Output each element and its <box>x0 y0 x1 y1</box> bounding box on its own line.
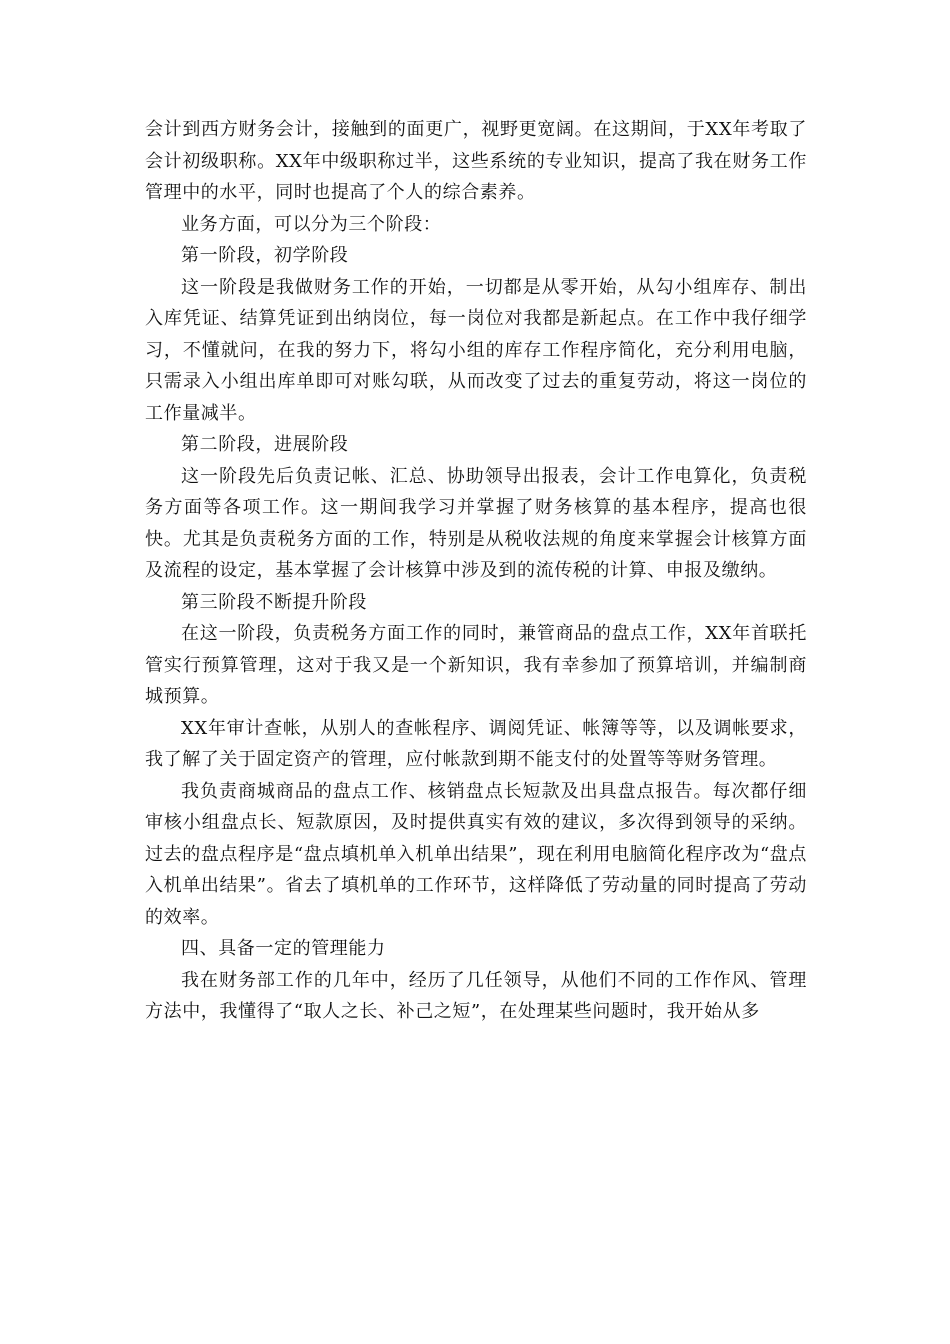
section-heading-stage-3: 第三阶段不断提升阶段 <box>181 591 367 613</box>
paragraph-4: 这一阶段是我做财务工作的开始，一切都是从零开始，从勾小组库存、制出入库凭证、结算凭证到出纳岗位，每一岗位对我都是新起点。在工作中我仔细学习，不懂就问，在我的努力下，将勾小组的库存工作程序简化，充分利用电脑，只需录入小组出库单即可对账勾联，从而改变了过去的重复劳动，将这一岗位的工作量减半。 <box>145 276 807 424</box>
section-heading-stage-2: 第二阶段，进展阶段 <box>181 434 349 455</box>
section-heading-stage-1: 第一阶段，初学阶段 <box>181 245 349 266</box>
paragraph-10: 我负责商城商品的盘点工作、核销盘点长短款及出具盘点报告。每次都仔细审核小组盘点长、短款原因，及时提供真实有效的建议，多次得到领导的采纳。过去的盘点程序是“盘点填机单入机单出结果”，现在利用电脑简化程序改为“盘点入机单出结果”。省去了填机单的工作环节，这样降低了劳动量的同时提高了劳动的效率。 <box>145 780 807 928</box>
paragraph-9: XX年审计查帐，从别人的查帐程序、调阅凭证、帐簿等等，以及调帐要求，我了解了关于固定资产的管理，应付帐款到期不能支付的处置等等财务管理。 <box>145 717 807 770</box>
paragraph-8: 在这一阶段，负责税务方面工作的同时，兼管商品的盘点工作，XX年首联托管实行预算管理，这对于我又是一个新知识，我有幸参加了预算培训，并编制商城预算。 <box>145 623 807 707</box>
paragraph-12: 我在财务部工作的几年中，经历了几任领导，从他们不同的工作作风、管理方法中，我懂得了“取人之长、补己之短”，在处理某些问题时，我开始从多 <box>145 969 807 1022</box>
paragraph-2: 业务方面，可以分为三个阶段： <box>181 213 442 235</box>
paragraph-6: 这一阶段先后负责记帐、汇总、协助领导出报表，会计工作电算化，负责税务方面等各项工作。这一期间我学习并掌握了财务核算的基本程序，提高也很快。尤其是负责税务方面的工作，特别是从税收法规的角度来掌握会计核算方面及流程的设定，基本掌握了会计核算中涉及到的流传税的计算、申报及缴纳。 <box>145 465 807 581</box>
section-heading-management: 四、具备一定的管理能力 <box>181 938 386 959</box>
paragraph-1: 会计到西方财务会计，接触到的面更广，视野更宽阔。在这期间，于XX年考取了会计初级职称。XX年中级职称过半，这些系统的专业知识，提高了我在财务工作管理中的水平，同时也提高了个人的综合素养。 <box>145 119 807 203</box>
document-body <box>145 114 807 1028</box>
